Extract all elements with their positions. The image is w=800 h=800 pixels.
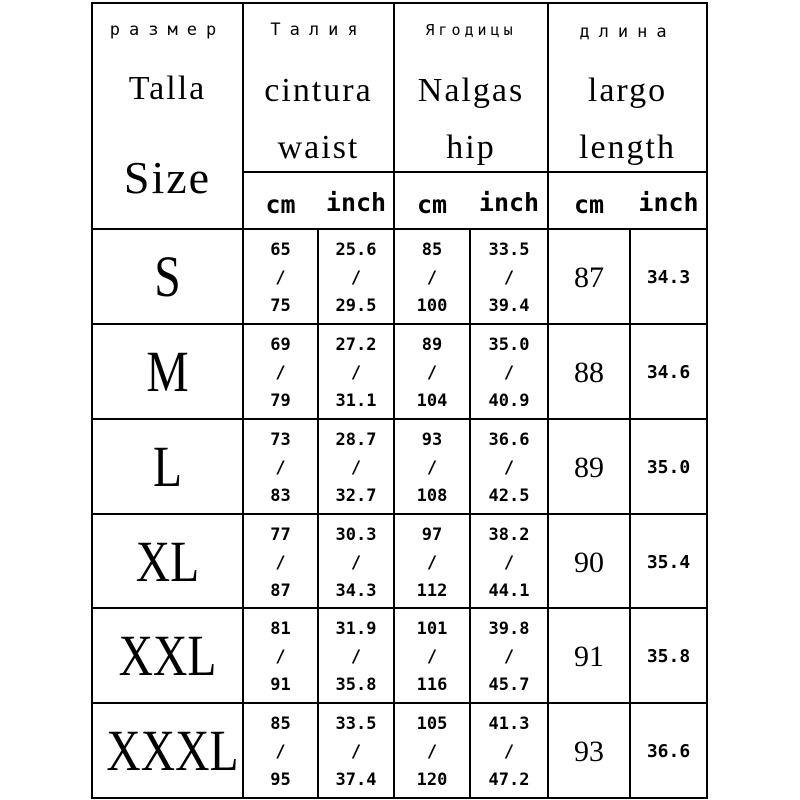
header-divider-hip	[547, 2, 549, 799]
size-label: L	[152, 434, 183, 499]
header-waist-es: cintura	[264, 72, 373, 109]
table-cell-hip-cm-max: 116	[416, 675, 448, 695]
table-cell-length-inch: 36.6	[646, 741, 691, 762]
table-cell-hip-in-min: 36.6	[488, 430, 530, 450]
table-cell-hip-in-min: 33.5	[488, 240, 530, 260]
size-label: M	[146, 339, 189, 404]
table-cell-hip-cm-max: 108	[416, 486, 448, 506]
range-separator: /	[350, 742, 362, 762]
table-cell-waist-in-max: 29.5	[335, 296, 377, 316]
table-cell-waist-in-max: 31.1	[335, 391, 377, 411]
range-separator: /	[350, 647, 362, 667]
table-cell-waist-in-min: 31.9	[335, 619, 377, 639]
range-separator: /	[503, 647, 515, 667]
size-label: XXXL	[106, 718, 239, 783]
table-cell-hip-in-min: 39.8	[488, 619, 530, 639]
table-cell-hip-cm-max: 112	[416, 581, 448, 601]
row-line-4	[91, 607, 708, 609]
table-cell-length-inch: 34.3	[646, 267, 691, 288]
table-cell-hip-in-max: 47.2	[488, 770, 530, 790]
table-cell-waist-cm-max: 75	[270, 296, 291, 316]
table-cell-hip-in-max: 44.1	[488, 581, 530, 601]
header-size-en: Size	[123, 152, 212, 203]
range-separator: /	[350, 268, 362, 288]
table-cell-length-inch: 35.0	[646, 457, 691, 478]
table-cell-length-cm: 88	[574, 356, 604, 389]
table-cell-waist-cm-min: 65	[270, 240, 291, 260]
table-border-top	[91, 2, 708, 4]
range-separator: /	[275, 363, 286, 383]
table-cell-hip-cm-max: 100	[416, 296, 448, 316]
table-cell-waist-in-max: 35.8	[335, 675, 377, 695]
table-cell-length-cm: 91	[574, 640, 604, 673]
header-size-ru: размер	[109, 20, 226, 40]
header-units-line	[242, 171, 708, 173]
table-cell-waist-cm-min: 85	[270, 714, 291, 734]
table-cell-waist-in-min: 25.6	[335, 240, 377, 260]
range-separator: /	[426, 268, 438, 288]
range-separator: /	[426, 553, 438, 573]
table-cell-hip-cm-min: 101	[416, 619, 448, 639]
header-hip-ru: Ягодицы	[425, 21, 517, 39]
range-separator: /	[350, 458, 362, 478]
header-length-en: length	[579, 129, 676, 166]
table-cell-waist-in-max: 32.7	[335, 486, 377, 506]
table-cell-waist-in-min: 27.2	[335, 335, 377, 355]
table-cell-waist-in-min: 33.5	[335, 714, 377, 734]
table-cell-length-cm: 87	[574, 261, 604, 294]
table-border-bottom	[91, 797, 708, 799]
table-cell-waist-in-max: 37.4	[335, 770, 377, 790]
unit-waist-cm: cm	[265, 190, 296, 219]
table-cell-hip-cm-min: 105	[416, 714, 448, 734]
unit-hip-cm: cm	[416, 190, 448, 219]
header-waist-en: waist	[277, 129, 360, 166]
header-size-es: Talla	[128, 70, 207, 107]
table-cell-waist-in-max: 34.3	[335, 581, 377, 601]
header-hip-en: hip	[446, 129, 496, 166]
table-cell-hip-in-max: 39.4	[488, 296, 530, 316]
range-separator: /	[275, 268, 286, 288]
range-separator: /	[426, 742, 438, 762]
table-cell-hip-in-min: 35.0	[488, 335, 530, 355]
table-cell-hip-in-max: 42.5	[488, 486, 530, 506]
table-border-left	[91, 2, 93, 799]
range-separator: /	[350, 363, 362, 383]
table-cell-hip-in-max: 40.9	[488, 391, 530, 411]
range-separator: /	[275, 647, 286, 667]
range-separator: /	[503, 458, 515, 478]
header-length-ru: длина	[579, 22, 676, 42]
table-cell-waist-cm-min: 77	[270, 525, 291, 545]
table-cell-waist-cm-max: 83	[270, 486, 291, 506]
table-cell-waist-cm-max: 95	[270, 770, 291, 790]
row-line-2	[91, 418, 708, 420]
table-border-right	[706, 2, 708, 799]
range-separator: /	[503, 553, 515, 573]
unit-length-cm: cm	[573, 190, 605, 219]
size-label: XXL	[118, 623, 217, 688]
table-cell-hip-cm-min: 93	[421, 430, 443, 450]
table-cell-hip-in-min: 38.2	[488, 525, 530, 545]
table-cell-waist-in-min: 28.7	[335, 430, 377, 450]
row-line-3	[91, 513, 708, 515]
table-cell-waist-cm-max: 87	[270, 581, 291, 601]
range-separator: /	[275, 553, 286, 573]
table-cell-hip-cm-max: 120	[416, 770, 448, 790]
header-length-es: largo	[587, 72, 668, 109]
size-label: S	[154, 244, 181, 309]
header-bottom-line	[91, 228, 708, 230]
range-separator: /	[426, 363, 438, 383]
range-separator: /	[426, 647, 438, 667]
range-separator: /	[503, 268, 515, 288]
table-cell-length-inch: 35.8	[646, 646, 691, 667]
table-cell-waist-cm-max: 91	[270, 675, 291, 695]
table-cell-length-cm: 90	[574, 546, 604, 579]
range-separator: /	[426, 458, 438, 478]
header-waist-ru: Талия	[270, 20, 367, 40]
table-cell-length-cm: 89	[574, 451, 604, 484]
table-cell-waist-cm-min: 69	[270, 335, 291, 355]
table-cell-hip-in-max: 45.7	[488, 675, 530, 695]
table-cell-hip-cm-min: 97	[421, 525, 443, 545]
table-cell-waist-cm-max: 79	[270, 391, 291, 411]
header-hip-es: Nalgas	[417, 72, 525, 109]
range-separator: /	[275, 742, 286, 762]
range-separator: /	[275, 458, 286, 478]
range-separator: /	[350, 553, 362, 573]
table-cell-hip-cm-min: 89	[421, 335, 443, 355]
range-separator: /	[503, 363, 515, 383]
unit-waist-inch: inch	[325, 188, 387, 217]
table-cell-length-inch: 34.6	[646, 362, 691, 383]
unit-hip-inch: inch	[478, 188, 540, 217]
table-cell-length-cm: 93	[574, 735, 604, 768]
table-cell-hip-cm-max: 104	[416, 391, 448, 411]
row-line-5	[91, 702, 708, 704]
table-cell-hip-cm-min: 85	[421, 240, 443, 260]
table-cell-waist-in-min: 30.3	[335, 525, 377, 545]
table-cell-length-inch: 35.4	[646, 552, 691, 573]
size-label: XL	[135, 529, 200, 594]
range-separator: /	[503, 742, 515, 762]
unit-length-inch: inch	[638, 188, 699, 217]
row-line-1	[91, 323, 708, 325]
table-cell-hip-in-min: 41.3	[488, 714, 530, 734]
table-cell-waist-cm-min: 73	[270, 430, 291, 450]
table-cell-waist-cm-min: 81	[270, 619, 291, 639]
